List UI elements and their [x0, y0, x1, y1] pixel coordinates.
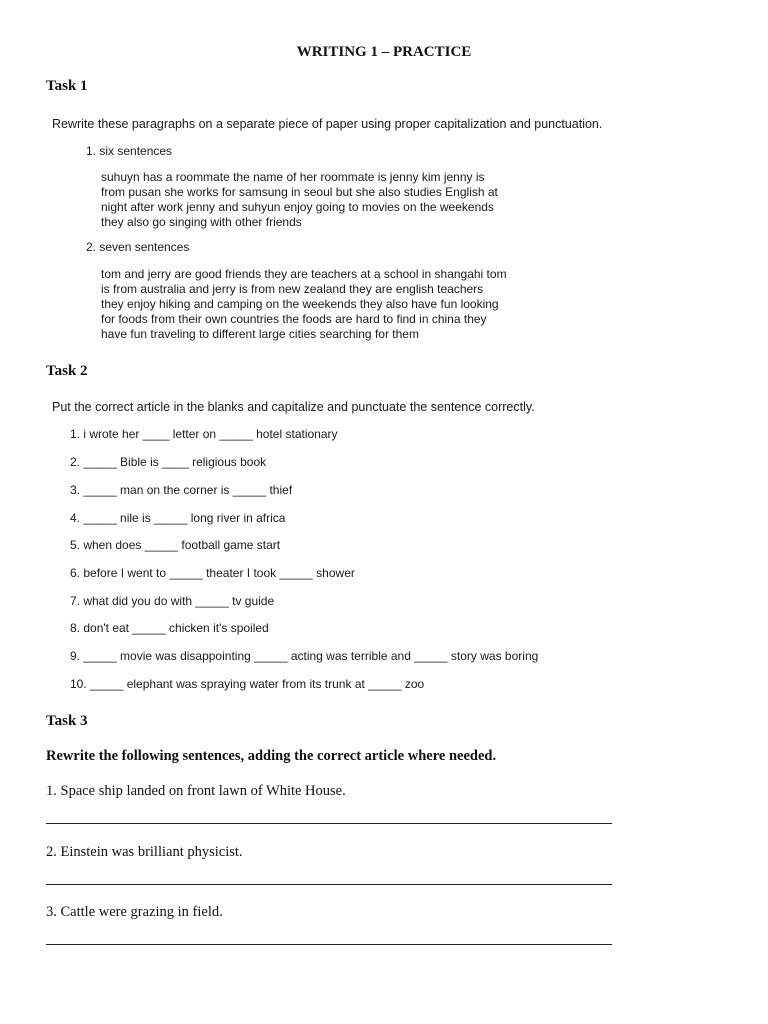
task3-instruction: Rewrite the following sentences, adding the correct article where needed.: [46, 748, 497, 764]
task1-instruction: Rewrite these paragraphs on a separate piece of paper using proper capitalization and punctuation.: [52, 117, 603, 131]
task3-sentence-3: 3. Cattle were grazing in field.: [46, 904, 223, 920]
task2-instruction: Put the correct article in the blanks and capitalize and punctuate the sentence correctly.: [52, 400, 535, 414]
paragraph-line: for foods from their own countries the foods are hard to find in china they: [101, 312, 487, 326]
paragraph-line: night after work jenny and suhyun enjoy going to movies on the weekends: [101, 200, 494, 214]
task1-part2-paragraph: [101, 267, 561, 342]
task1-heading: Task 1: [46, 78, 88, 94]
paragraph-line: from pusan she works for samsung in seoul but she also studies English at: [101, 185, 498, 199]
task2-item-6: 6. before I went to _____ theater I took _____ shower: [70, 566, 355, 580]
paragraph-line: they enjoy hiking and camping on the weekends they also have fun looking: [101, 297, 499, 311]
paragraph-line: tom and jerry are good friends they are teachers at a school in shangahi tom: [101, 267, 507, 281]
paragraph-line: have fun traveling to different large cities searching for them: [101, 327, 419, 341]
task3-heading: Task 3: [46, 713, 88, 729]
task2-item-1: 1. i wrote her ____ letter on _____ hotel stationary: [70, 427, 338, 441]
task3-sentence-2: 2. Einstein was brilliant physicist.: [46, 844, 243, 860]
answer-line-1[interactable]: [46, 823, 612, 824]
task2-item-4: 4. _____ nile is _____ long river in africa: [70, 511, 286, 525]
task3-sentence-1: 1. Space ship landed on front lawn of White House.: [46, 783, 346, 799]
paragraph-line: is from australia and jerry is from new zealand they are english teachers: [101, 282, 484, 296]
answer-line-2[interactable]: [46, 884, 612, 885]
task2-heading: Task 2: [46, 363, 88, 379]
task1-part1-paragraph: [101, 170, 561, 230]
task2-item-7: 7. what did you do with _____ tv guide: [70, 594, 275, 608]
page-title: WRITING 1 – PRACTICE: [296, 44, 472, 60]
task2-item-5: 5. when does _____ football game start: [70, 538, 281, 552]
paragraph-line: they also go singing with other friends: [101, 215, 302, 229]
task1-part1-label: 1. six sentences: [86, 144, 173, 158]
task2-item-2: 2. _____ Bible is ____ religious book: [70, 455, 267, 469]
answer-line-3[interactable]: [46, 944, 612, 945]
task2-item-8: 8. don't eat _____ chicken it's spoiled: [70, 621, 269, 635]
task2-item-10: 10. _____ elephant was spraying water from its trunk at _____ zoo: [70, 677, 425, 691]
task1-part2-label: 2. seven sentences: [86, 240, 190, 254]
paragraph-line: suhuyn has a roommate the name of her roommate is jenny kim jenny is: [101, 170, 485, 184]
task2-item-3: 3. _____ man on the corner is _____ thief: [70, 483, 293, 497]
task2-item-9: 9. _____ movie was disappointing _____ acting was terrible and _____ story was boring: [70, 649, 539, 663]
